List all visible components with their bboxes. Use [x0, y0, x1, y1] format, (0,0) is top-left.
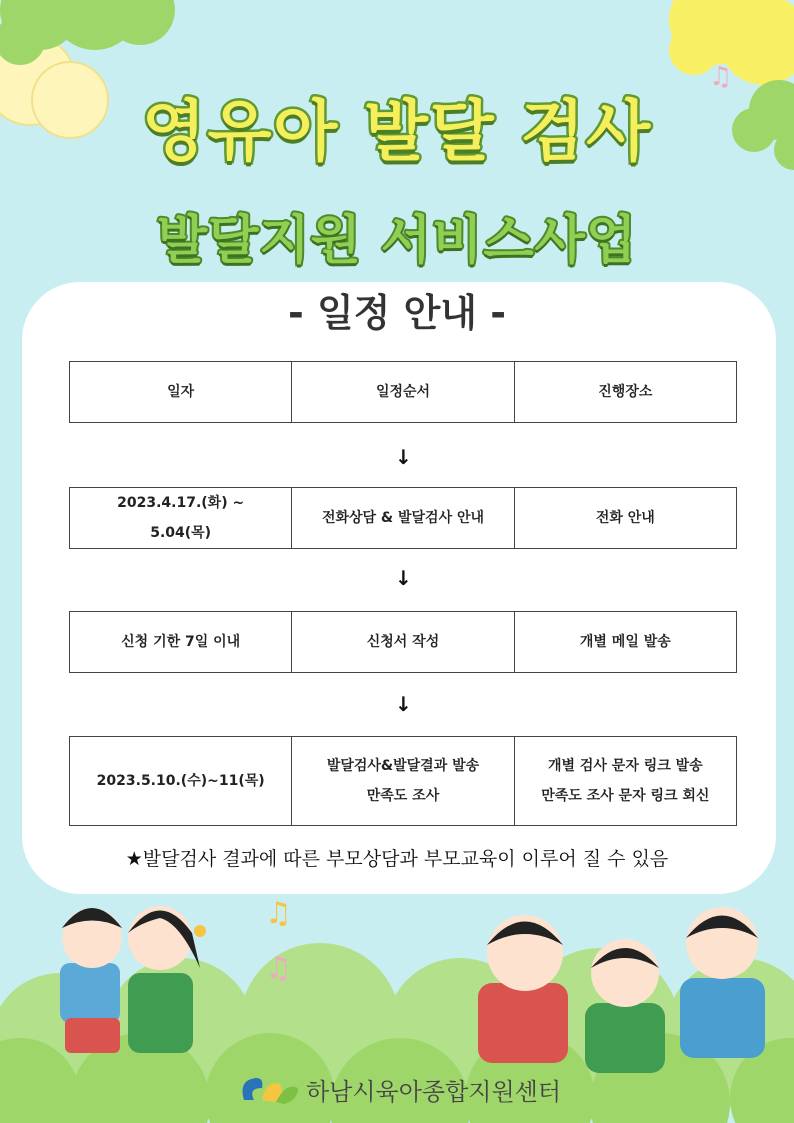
down-arrow-icon: ↓	[395, 445, 412, 469]
center-logo-icon	[236, 1070, 302, 1110]
schedule-row-3	[69, 736, 737, 826]
down-arrow-icon: ↓	[395, 566, 412, 590]
header-order: 일정순서	[292, 362, 514, 423]
svg-text:♫: ♫	[265, 951, 292, 986]
child-figure-1	[60, 908, 122, 1053]
child-figure-5	[680, 907, 765, 1058]
row2-order: 신청서 작성	[292, 612, 514, 673]
organization-name: 하남시육아종합지원센터	[306, 1078, 562, 1106]
schedule-heading: - 일정 안내 -	[287, 291, 507, 335]
row2-place: 개별 메일 발송	[514, 612, 736, 673]
svg-text:♫: ♫	[265, 896, 292, 931]
svg-text:♫: ♫	[709, 62, 733, 92]
row1-date: 2023.4.17.(화) ~ 5.04(목)	[70, 488, 292, 549]
header-place: 진행장소	[514, 362, 736, 423]
row3-date: 2023.5.10.(수)~11(목)	[70, 737, 292, 826]
child-figure-4	[585, 939, 665, 1073]
down-arrow-icon: ↓	[395, 692, 412, 716]
row3-place: 개별 검사 문자 링크 발송 만족도 조사 문자 링크 회신	[514, 737, 736, 826]
row2-date: 신청 기한 7일 이내	[70, 612, 292, 673]
main-title: 영유아 발달 검사	[141, 93, 653, 170]
schedule-header-table	[69, 361, 737, 423]
footnote: ★발달검사 결과에 따른 부모상담과 부모교육이 이루어 질 수 있음	[125, 848, 669, 870]
row1-place: 전화 안내	[514, 488, 736, 549]
header-date: 일자	[70, 362, 292, 423]
child-figure-3	[478, 915, 568, 1063]
row3-order: 발달검사&발달결과 발송 만족도 조사	[292, 737, 514, 826]
program-title: 발달지원 서비스사업	[156, 211, 638, 271]
row1-order: 전화상담 & 발달검사 안내	[292, 488, 514, 549]
schedule-row-1	[69, 487, 737, 549]
schedule-row-2	[69, 611, 737, 673]
